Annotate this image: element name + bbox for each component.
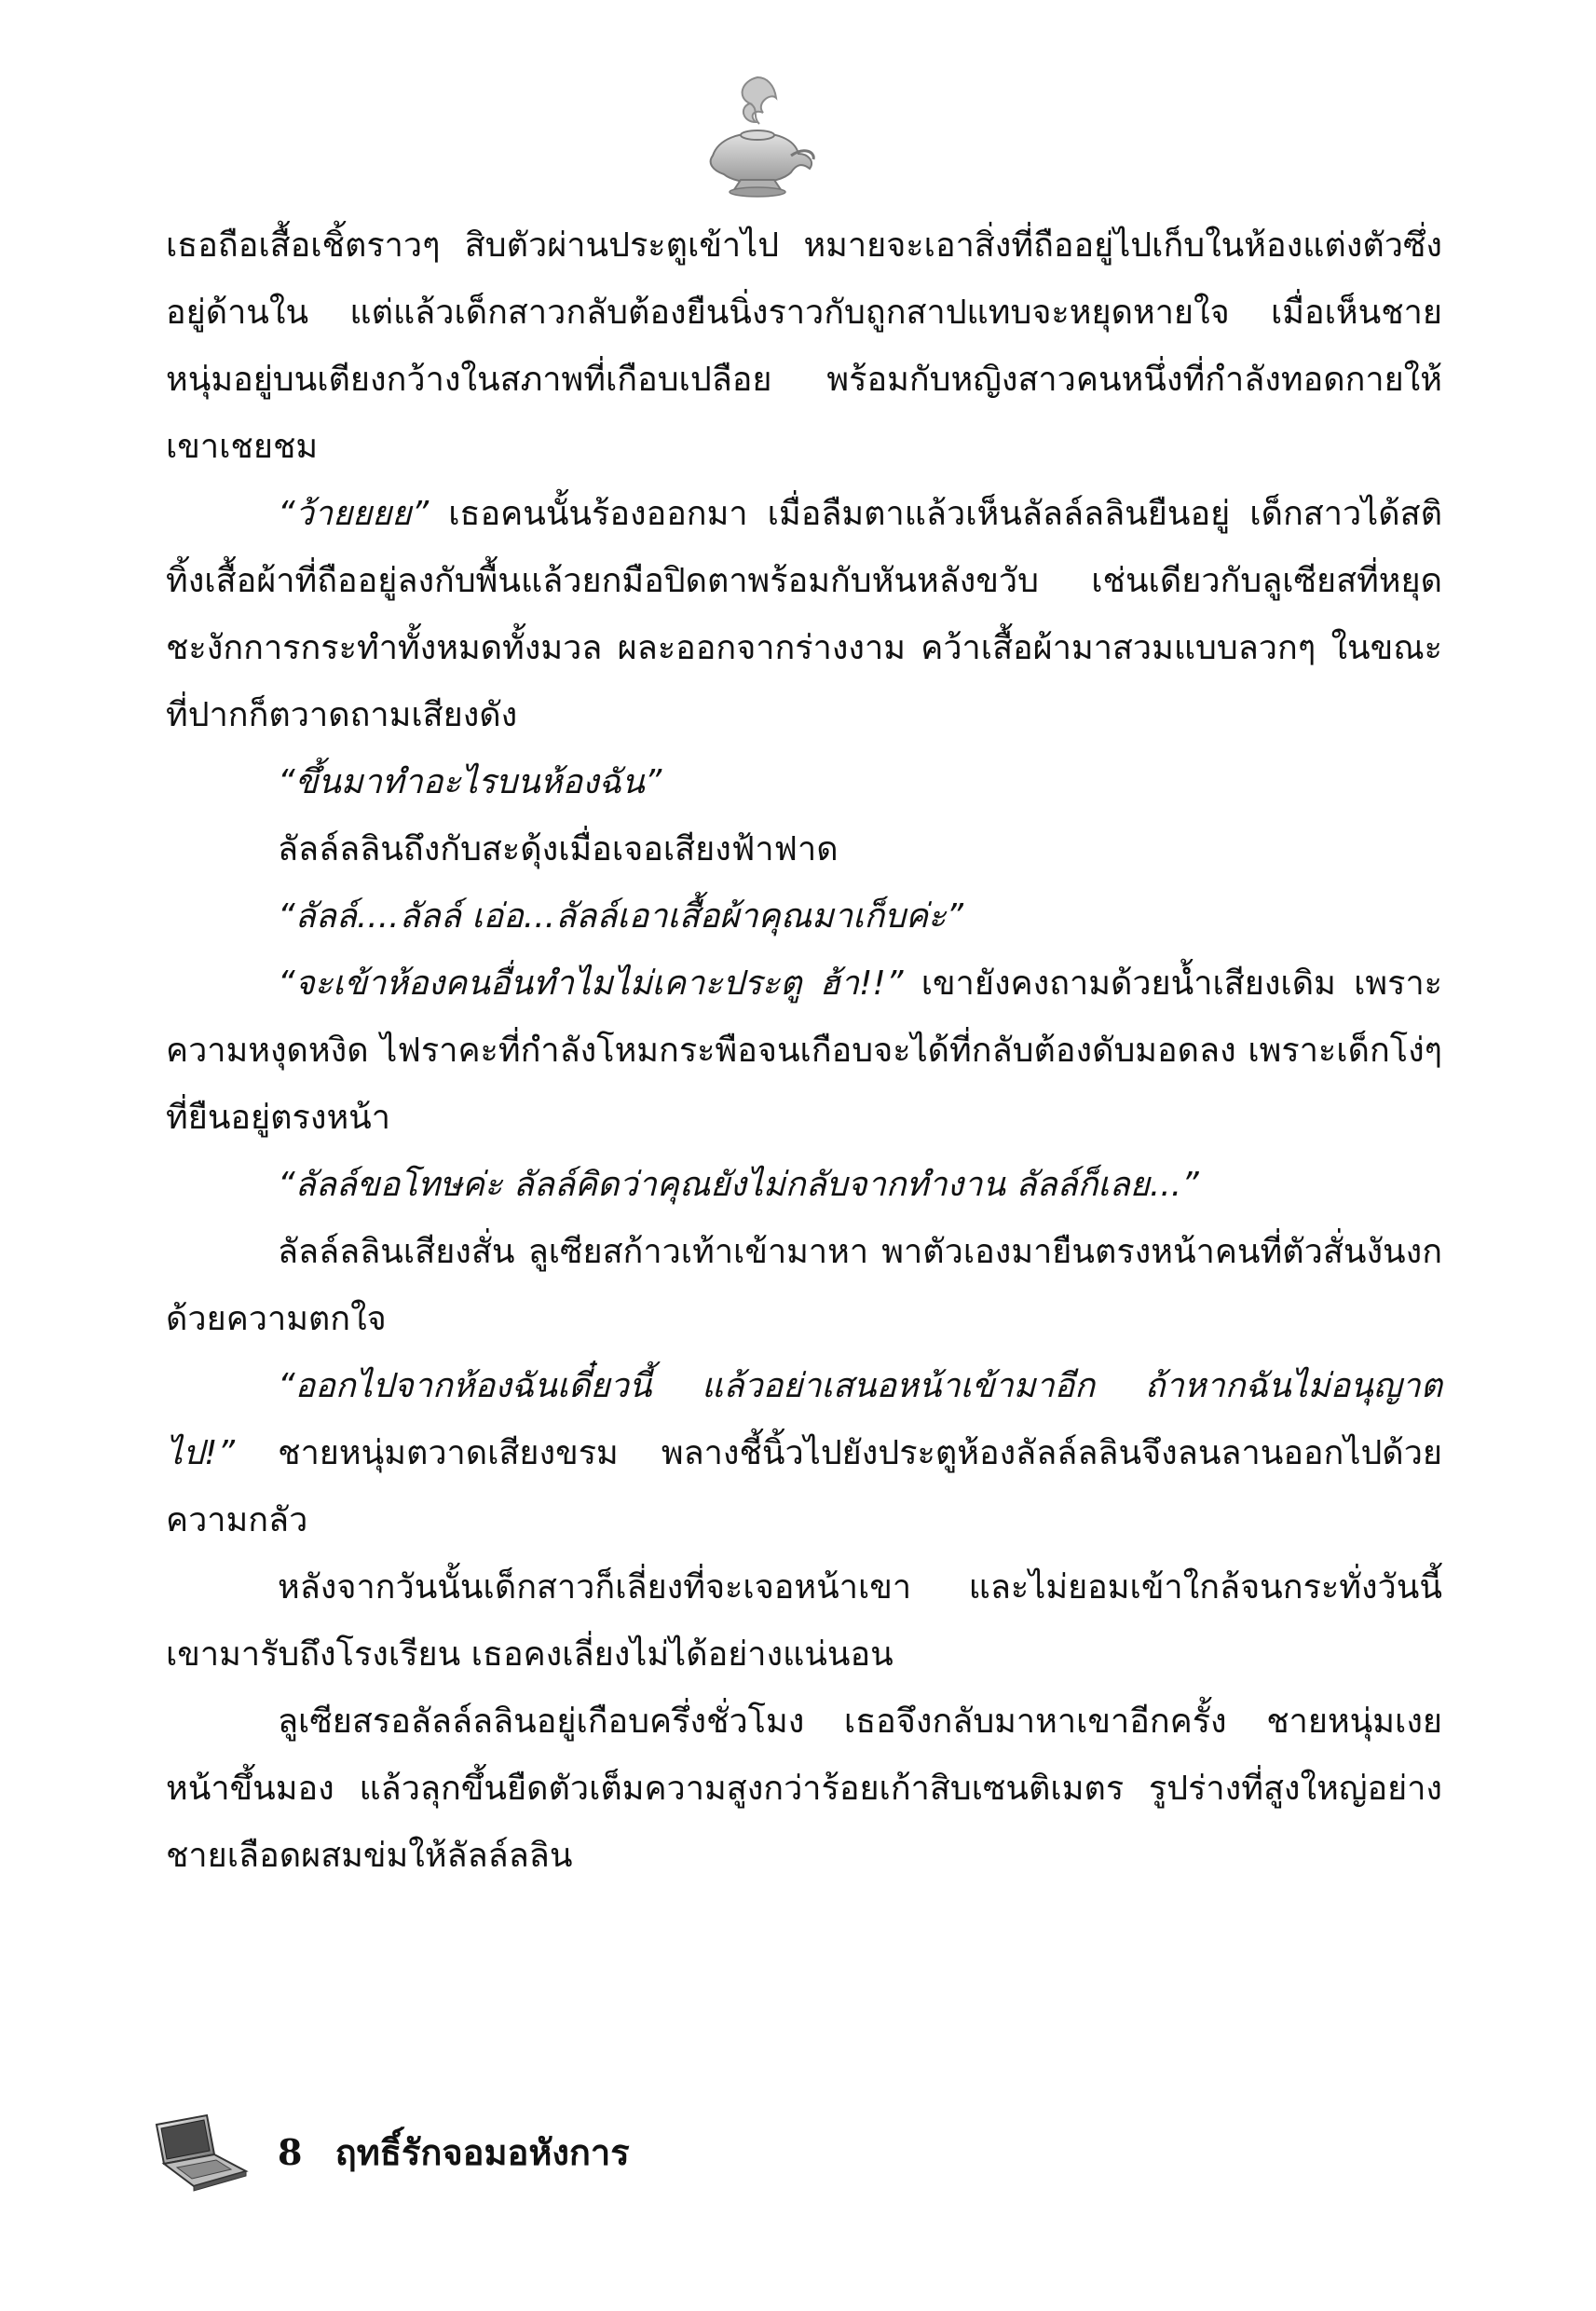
dialogue-text: “ขึ้นมาทำอะไรบนห้องฉัน” bbox=[278, 763, 662, 801]
book-title: ฤทธิ์รักจอมอหังการ bbox=[334, 2131, 630, 2173]
paragraph bbox=[166, 1554, 1442, 1689]
narration-text: ลัลล์ลลินเสียงสั่น ลูเซียสก้าวเท้าเข้ามาหา พาตัวเองมายืนตรงหน้าคนที่ตัวสั่นงันงกด้วยความตกใจ bbox=[166, 1233, 1442, 1338]
paragraph bbox=[166, 1219, 1442, 1353]
narration-text: ลูเซียสรอลัลล์ลลินอยู่เกือบครึ่งชั่วโมง เธอจึงกลับมาหาเขาอีกครั้ง ชายหนุ่มเงยหน้าขึ้นมอง แล้วลุกขึ้นยืดตัวเต็มความสูงกว่าร้อยเก้าสิบเซนติเมตร รูปร่างที่สูงใหญ่อย่างชายเลือดผสมข่มให้ลัลล์ลลิน bbox=[166, 1702, 1442, 1875]
narration-text: เธอถือเสื้อเชิ้ตราวๆ สิบตัวผ่านประตูเข้าไป หมายจะเอาสิ่งที่ถืออยู่ไปเก็บในห้องแต่งตัวซึ่งอยู่ด้านใน แต่แล้วเด็กสาวกลับต้องยืนนิ่งราวกับถูกสาปแทบจะหยุดหายใจ เมื่อเห็นชายหนุ่มอยู่บนเตียงกว้างในสภาพที่เกือบเปลือย พร้อมกับหญิงสาวคนหนึ่งที่กำลังทอดกายให้เขาเชยชม bbox=[166, 226, 1442, 466]
page-number: 8 bbox=[278, 2131, 303, 2173]
dialogue-text: “ออกไปจากห้องฉันเดี๋ยวนี้ แล้วอย่าเสนอหน้าเข้ามาอีก ถ้าหากฉันไม่อนุญาต ไป!” bbox=[166, 1367, 1442, 1472]
paragraph bbox=[166, 883, 1442, 950]
paragraph bbox=[166, 1152, 1442, 1219]
paragraph bbox=[166, 816, 1442, 883]
narration-text: เธอคนนั้นร้องออกมา เมื่อลืมตาแล้วเห็นลัลล์ลลินยืนอยู่ เด็กสาวได้สติ ทิ้งเสื้อผ้าที่ถืออยู่ลงกับพื้นแล้วยกมือปิดตาพร้อมกับหันหลังขวับ เช่นเดียวกับลูเซียสที่หยุดชะงักการกระทำทั้งหมดทั้งมวล ผละออกจากร่างงาม คว้าเสื้อผ้ามาสวมแบบลวกๆ ในขณะที่ปากก็ตวาดถามเสียงดัง bbox=[166, 495, 1442, 734]
genie-lamp-icon bbox=[685, 70, 825, 210]
laptop-icon bbox=[149, 2108, 252, 2192]
narration-text: ชายหนุ่มตวาดเสียงขรม พลางชี้นิ้วไปยังประตูห้องลัลล์ลลินจึงลนลานออกไปด้วยความกลัว bbox=[166, 1434, 1442, 1539]
page-footer bbox=[149, 2108, 801, 2201]
running-footer bbox=[278, 2125, 630, 2181]
paragraph bbox=[166, 212, 1442, 481]
narration-text: เขายังคงถามด้วยน้ำเสียงเดิม เพราะความหงุดหงิด ไฟราคะที่กำลังโหมกระพือจนเกือบจะได้ที่กลับต้องดับมอดลง เพราะเด็กโง่ๆ ที่ยืนอยู่ตรงหน้า bbox=[166, 964, 1442, 1137]
body-text bbox=[166, 212, 1442, 1890]
paragraph bbox=[166, 1353, 1442, 1554]
dialogue-text: “ลัลล์....ลัลล์ เอ่อ...ลัลล์เอาเสื้อผ้าคุณมาเก็บค่ะ” bbox=[278, 897, 964, 936]
dialogue-text: “ลัลล์ขอโทษค่ะ ลัลล์คิดว่าคุณยังไม่กลับจากทำงาน ลัลล์ก็เลย...” bbox=[278, 1166, 1199, 1204]
paragraph bbox=[166, 950, 1442, 1152]
paragraph bbox=[166, 1689, 1442, 1890]
dialogue-text: “ว้ายยยย” bbox=[278, 495, 430, 533]
paragraph bbox=[166, 749, 1442, 816]
narration-text: หลังจากวันนั้นเด็กสาวก็เลี่ยงที่จะเจอหน้าเขา และไม่ยอมเข้าใกล้จนกระทั่งวันนี้เขามารับถึงโรงเรียน เธอคงเลี่ยงไม่ได้อย่างแน่นอน bbox=[166, 1568, 1442, 1674]
narration-text: ลัลล์ลลินถึงกับสะดุ้งเมื่อเจอเสียงฟ้าฟาด bbox=[278, 830, 839, 868]
paragraph bbox=[166, 481, 1442, 749]
dialogue-text: “จะเข้าห้องคนอื่นทำไมไม่เคาะประตู ฮ้า!!” bbox=[278, 964, 904, 1003]
